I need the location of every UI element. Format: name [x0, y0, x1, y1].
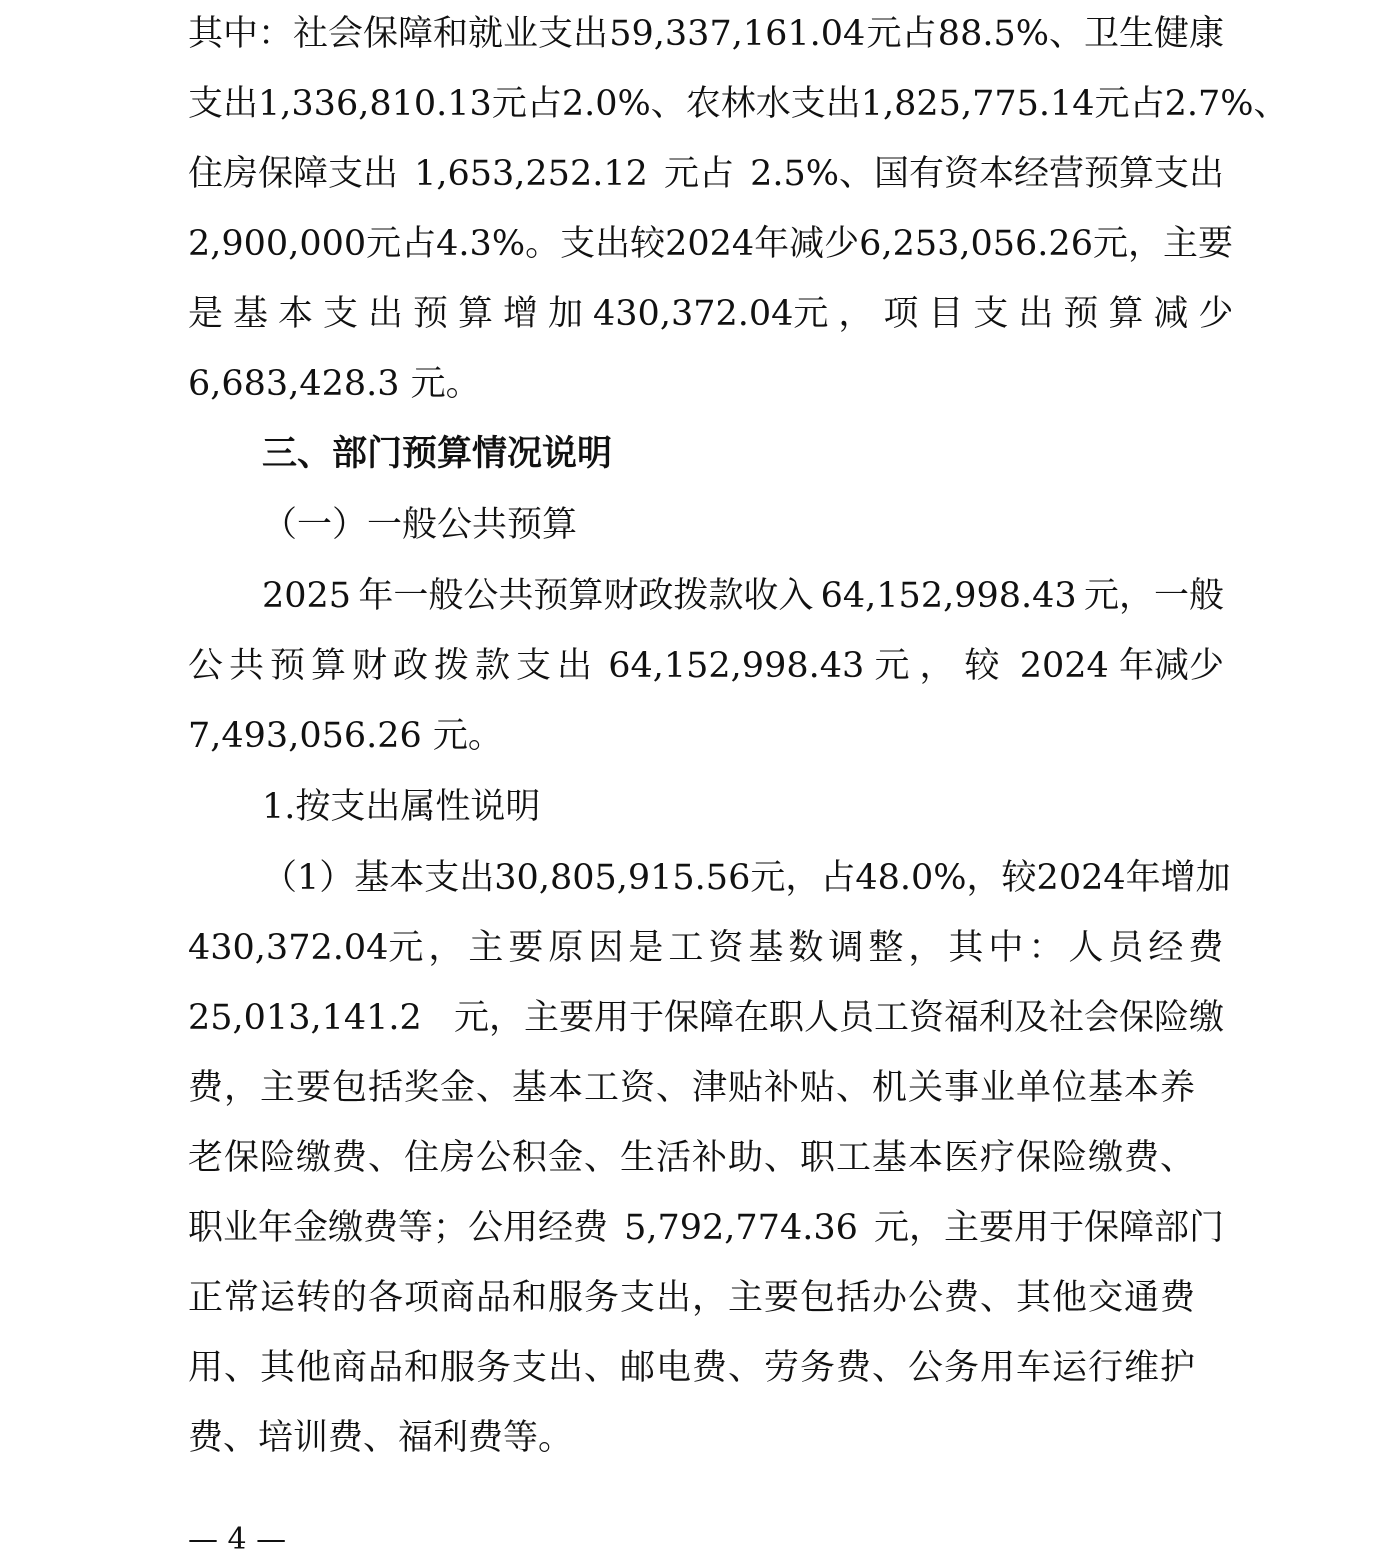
text-line: 正常运转的各项商品和服务支出，主要包括办公费、其他交通费 [188, 1278, 1197, 1318]
text-line: 7,493,056.26 元。 [188, 716, 503, 756]
text-line: 6,683,428.3 元。 [188, 364, 481, 404]
text-line: 430,372.04 元，主要原因是工资基数调整，其中：人员经费 [188, 928, 1229, 968]
text-line: 2025 年一般公共预算财政拨款收入 64,152,998.43 元，一般 [262, 576, 1224, 616]
section-heading: 三、部门预算情况说明 [262, 434, 613, 474]
text-line: 25,013,141.2 元，主要用于保障在职人员工资福利及社会保险缴 [188, 998, 1224, 1038]
subheading-expenditure-attribute: 1.按支出属性说明 [262, 787, 541, 827]
text-line: 其中：社会保障和就业支出 59,337,161.04 元占 88.5%、卫生健康 [188, 14, 1224, 54]
text-line: 住房保障支出 1,653,252.12 元占 2.5%、国有资本经营预算支出 [188, 154, 1224, 194]
text-line: 费，主要包括奖金、基本工资、津贴补贴、机关事业单位基本养 [188, 1068, 1197, 1108]
text-line: 职业年金缴费等；公用经费 5,792,774.36 元，主要用于保障部门 [188, 1208, 1224, 1248]
text-line: （1）基本支出 30,805,915.56 元，占 48.0%，较 2024 年增加 [262, 858, 1231, 898]
text-line: 费、培训费、福利费等。 [188, 1418, 574, 1458]
page-number: — 4 — [188, 1522, 287, 1557]
text-line: 2,900,000 元占 4.3%。支出较 2024 年减少 6,253,056.26 元，主要 [188, 224, 1233, 264]
text-line: 老保险缴费、住房公积金、生活补助、职工基本医疗保险缴费、 [188, 1138, 1197, 1178]
text-line: 是基本支出预算增加 430,372.04 元，项目支出预算减少 [188, 294, 1244, 334]
text-line: 用、其他商品和服务支出、邮电费、劳务费、公务用车运行维护 [188, 1348, 1197, 1388]
text-line: 公共预算财政拨款支出 64,152,998.43 元，较 2024 年减少 [188, 646, 1224, 686]
subsection-heading: （一）一般公共预算 [262, 505, 578, 545]
text-line: 支出 1,336,810.13 元占 2.0%、农林水支出 1,825,775.14 元占 2.7%、 [188, 84, 1289, 124]
